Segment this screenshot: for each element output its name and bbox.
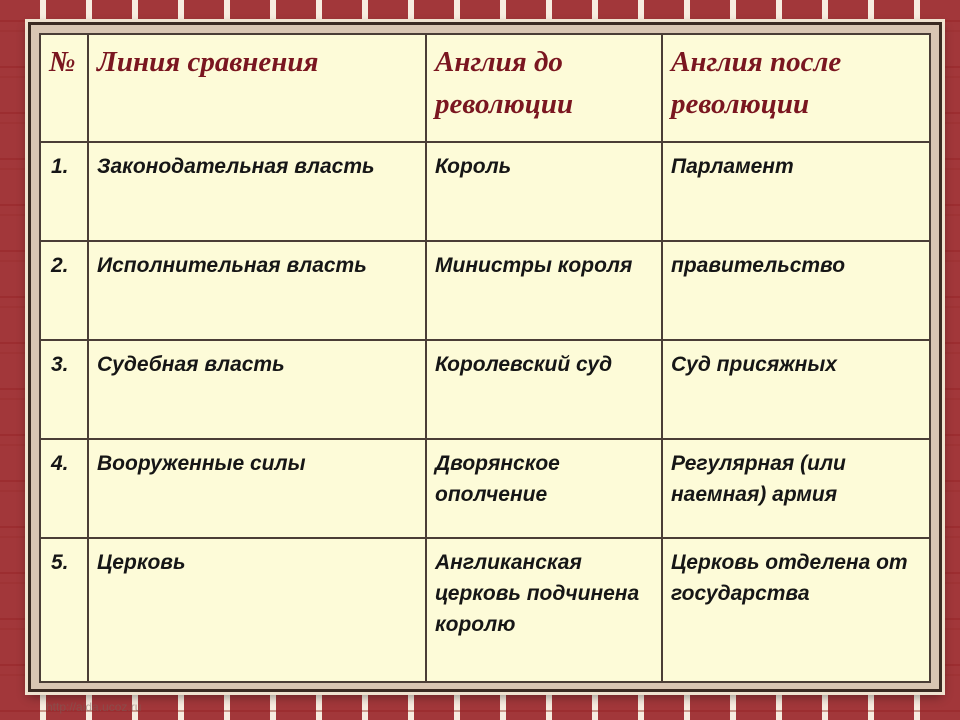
table-row: [40, 439, 930, 538]
row-number: 1.: [40, 142, 88, 241]
source-watermark: http://aida.ucoz.ru: [46, 700, 142, 714]
after-cell: Регулярная (или наемная) армия: [662, 439, 930, 538]
before-cell: Дворянское ополчение: [426, 439, 662, 538]
comparison-line-cell: Вооруженные силы: [88, 439, 426, 538]
comparison-table: [39, 33, 931, 683]
table-row: [40, 241, 930, 340]
table-row: [40, 142, 930, 241]
row-number: 4.: [40, 439, 88, 538]
comparison-line-cell: Судебная власть: [88, 340, 426, 439]
before-cell: Министры короля: [426, 241, 662, 340]
header-number: №: [40, 34, 88, 142]
before-cell: Король: [426, 142, 662, 241]
row-number: 5.: [40, 538, 88, 682]
slide-frame: [28, 22, 942, 692]
comparison-line-cell: Исполнительная власть: [88, 241, 426, 340]
header-comparison-line: Линия сравнения: [88, 34, 426, 142]
table-row: [40, 538, 930, 682]
before-cell: Англиканская церковь подчинена королю: [426, 538, 662, 682]
table-row: [40, 340, 930, 439]
row-number: 3.: [40, 340, 88, 439]
table-header-row: [40, 34, 930, 142]
comparison-line-cell: Законодательная власть: [88, 142, 426, 241]
after-cell: Парламент: [662, 142, 930, 241]
comparison-line-cell: Церковь: [88, 538, 426, 682]
before-cell: Королевский суд: [426, 340, 662, 439]
after-cell: правительство: [662, 241, 930, 340]
header-after-revolution: Англия после революции: [662, 34, 930, 142]
row-number: 2.: [40, 241, 88, 340]
header-before-revolution: Англия до революции: [426, 34, 662, 142]
after-cell: Церковь отделена от государства: [662, 538, 930, 682]
after-cell: Суд присяжных: [662, 340, 930, 439]
